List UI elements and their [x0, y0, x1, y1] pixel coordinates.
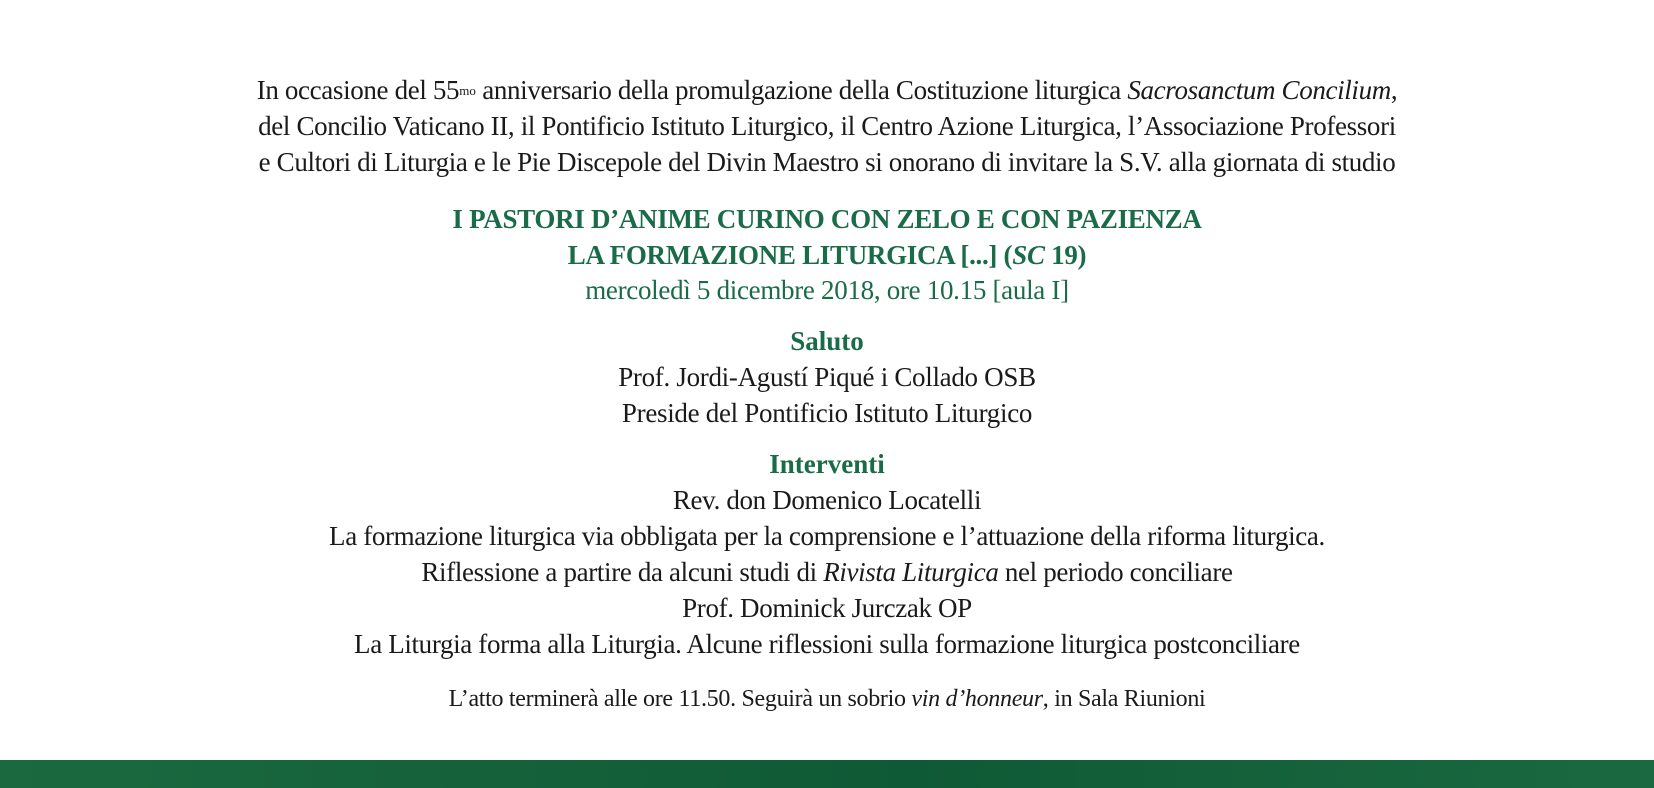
intro-line-3: e Cultori di Liturgia e le Pie Discepole del Divin Maestro si onorano di invitare la S.V. alla giornata di studio — [258, 147, 1396, 177]
saluto-heading: Saluto — [790, 326, 864, 356]
vin-d-honneur-italic: vin d’honneur — [911, 686, 1043, 712]
event-title-line-2: LA FORMAZIONE LITURGICA [...] (SC 19) — [567, 240, 1087, 270]
interventi-heading: Interventi — [769, 449, 885, 479]
document-title-italic: Sacrosanctum Concilium — [1127, 75, 1391, 105]
talk-1-line-2: Riflessione a partire da alcuni studi di Rivista Liturgica nel periodo conciliare — [421, 557, 1233, 587]
talk-2: La Liturgia forma alla Liturgia. Alcune riflessioni sulla formazione liturgica postconciliare — [354, 629, 1300, 659]
speaker-2: Prof. Dominick Jurczak OP — [682, 593, 972, 623]
closing-note: L’atto terminerà alle ore 11.50. Seguirà un sobrio vin d’honneur, in Sala Riunioni — [448, 686, 1206, 712]
footer-green-band — [0, 760, 1654, 788]
saluto-role: Preside del Pontificio Istituto Liturgico — [621, 398, 1033, 428]
saluto-speaker: Prof. Jordi-Agustí Piqué i Collado OSB — [618, 362, 1036, 392]
intro-line-1: In occasione del $55^{mo}$ anniversario della promulgazione della Costituzione liturgica Sacrosanctum Concilium, — [256, 75, 1398, 105]
intro-line-2: del Concilio Vaticano II, il Pontificio Istituto Liturgico, il Centro Azione Liturgica, l’Associazione Professori — [258, 111, 1396, 141]
event-title-line-1: I PASTORI D’ANIME CURINO CON ZELO E CON PAZIENZA — [452, 204, 1202, 234]
speaker-1: Rev. don Domenico Locatelli — [672, 485, 982, 515]
saluto-section — [0, 359, 1654, 431]
talk-1-line-1: La formazione liturgica via obbligata per la comprensione e l’attuazione della riforma liturgica. — [329, 521, 1325, 551]
intro-paragraph — [0, 72, 1654, 180]
event-title — [0, 201, 1654, 273]
journal-title-italic: Rivista Liturgica — [823, 557, 999, 587]
ordinal-superscript: mo — [459, 83, 476, 98]
event-date: mercoledì 5 dicembre 2018, ore 10.15 [aula I] — [585, 275, 1069, 305]
interventi-section — [0, 482, 1654, 662]
sc-abbreviation: SC — [1012, 240, 1045, 270]
